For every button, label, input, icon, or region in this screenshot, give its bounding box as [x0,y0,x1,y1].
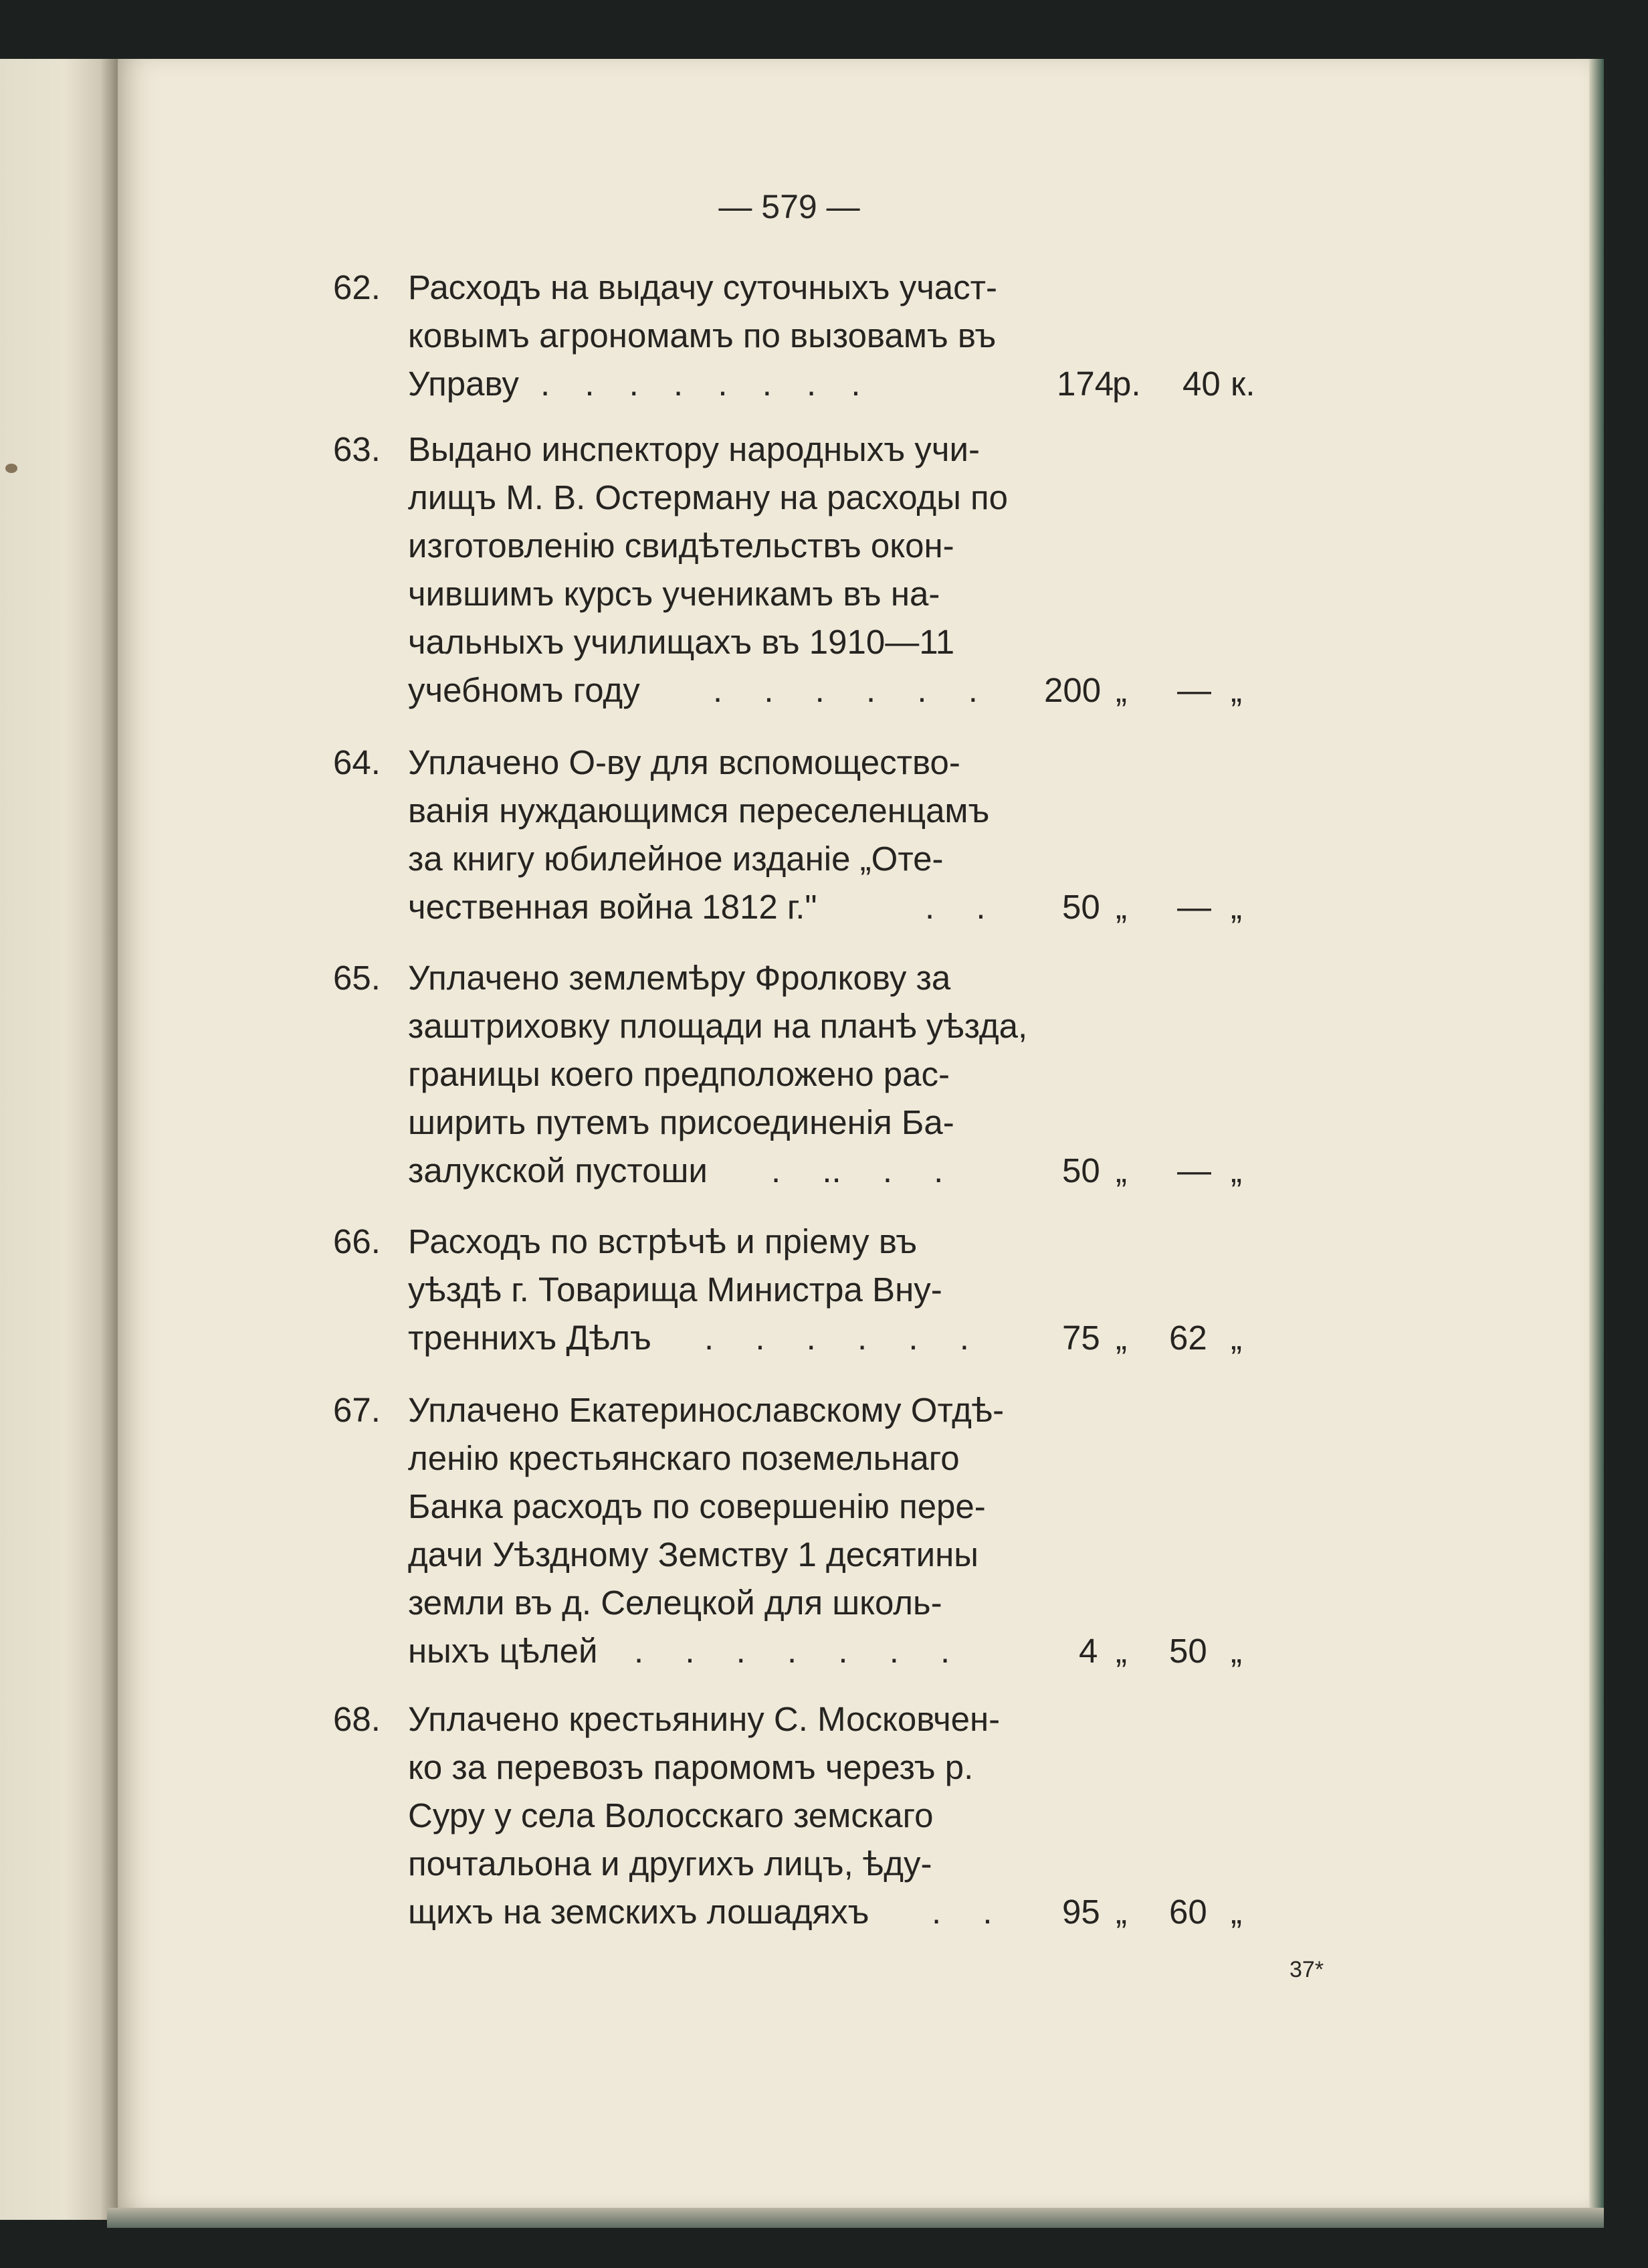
kopecks-unit: „ [1231,1319,1242,1357]
entry-text-line: Уплачено крестьянину С. Московчен- [408,1700,1001,1738]
entry-text-line: Расходъ по встрѣчѣ и пріему въ [408,1222,918,1260]
kopecks-unit: „ [1231,888,1242,926]
leader-dots: . . . . . . . . [540,365,861,403]
entry-text-line: уѣздѣ г. Товарища Министра Вну- [408,1270,942,1309]
entry-text-line: Банка расходъ по совершенію пере- [408,1487,986,1525]
page-right-edge [1589,59,1604,2220]
entry-text-line: Суру у села Волосскаго земскаго [408,1796,934,1834]
leader-dots: . . . . . . . [634,1632,950,1670]
amount-rubles: 4 [1079,1632,1098,1670]
entry-text-line: Уплачено О-ву для вспомощество- [408,743,960,781]
kopecks-unit: „ [1231,1151,1242,1190]
entry-text-line: ленію крестьянскаго поземельнаго [408,1439,960,1477]
rubles-unit: „ [1116,1319,1127,1357]
entry-text-line: ковымъ агрономамъ по вызовамъ въ [408,316,997,355]
entry-number: 67. [333,1391,381,1429]
entry-text-line: ширить путемъ присоединенія Ба- [408,1103,954,1141]
entry-text-line: границы коего предположено рас- [408,1055,950,1093]
entry-number: 65. [333,959,381,997]
leader-dots: . .. . . [771,1151,944,1190]
amount-kopecks: — [1177,1151,1211,1190]
amount-rubles: 75 [1062,1319,1100,1357]
leader-dots: . . [925,888,986,926]
rubles-unit: „ [1116,671,1127,709]
kopecks-unit: к. [1231,365,1255,403]
entry-text-line: заштриховку площади на планѣ уѣзда, [408,1007,1028,1045]
entry-text-line: лищъ М. В. Остерману на расходы по [408,478,1009,516]
entry-text-line: ко за перевозъ паромомъ черезъ р. [408,1748,974,1786]
amount-kopecks: 60 [1169,1893,1207,1931]
entry-text-line: треннихъ Дѣлъ [408,1319,651,1357]
entry-text-line: Расходъ на выдачу суточныхъ участ- [408,268,997,306]
page-number: — 579 — [718,188,860,225]
entry-text-line: за книгу юбилейное изданіе „Оте- [408,840,944,878]
entry-text-line: дачи Уѣздному Земству 1 десятины [408,1535,978,1574]
entry-text-line: Управу [408,365,519,403]
rubles-unit: „ [1116,1893,1127,1931]
entry-text-line: щихъ на земскихъ лошадяхъ [408,1893,869,1931]
amount-rubles: 95 [1062,1893,1100,1931]
entry-text-line: почтальона и другихъ лицъ, ѣду- [408,1845,932,1883]
entry-number: 64. [333,743,381,781]
amount-kopecks: 62 [1169,1319,1207,1357]
rubles-unit: р. [1112,365,1141,403]
entry-text-line: Уплачено Екатеринославскому Отдѣ- [408,1391,1005,1429]
entry-number: 68. [333,1700,381,1738]
leader-dots: . . . . . . [704,1319,969,1357]
entry-text-line: чальныхъ училищахъ въ 1910—11 [408,623,955,661]
entry-text-line: залукской пустоши [408,1151,708,1190]
page-bottom-edge [107,2208,1604,2228]
entry-text-line: чественная война 1812 г." [408,888,817,926]
ink-spot [5,464,17,473]
amount-rubles: 50 [1062,1151,1100,1190]
entry-number: 62. [333,268,381,306]
leader-dots: . . [932,1893,993,1931]
rubles-unit: „ [1116,888,1127,926]
entry-number: 66. [333,1222,381,1260]
entry-text-line: ныхъ цѣлей [408,1632,598,1670]
kopecks-unit: „ [1231,671,1242,709]
rubles-unit: „ [1116,1632,1127,1670]
entry-text-line: учебномъ году [408,671,640,709]
signature-mark: 37* [1290,1957,1324,1982]
amount-kopecks: — [1177,888,1211,926]
amount-rubles: 50 [1062,888,1100,926]
entry-number: 63. [333,430,381,468]
amount-rubles: 200 [1044,671,1102,709]
amount-kopecks: 50 [1169,1632,1207,1670]
amount-rubles: 174 [1057,365,1114,403]
amount-kopecks: 40 [1182,365,1221,403]
leader-dots: . . . . . . [713,671,978,709]
left-page-edge [0,59,118,2220]
amount-kopecks: — [1177,671,1211,709]
kopecks-unit: „ [1231,1893,1242,1931]
entry-text-line: чившимъ курсъ ученикамъ въ на- [408,575,940,613]
kopecks-unit: „ [1231,1632,1242,1670]
rubles-unit: „ [1116,1151,1127,1190]
entry-text-line: Выдано инспектору народныхъ учи- [408,430,980,468]
entry-text-line: изготовленію свидѣтельствъ окон- [408,527,954,565]
entry-text-line: Уплачено землемѣру Фролкову за [408,959,951,997]
entry-text-line: земли въ д. Селецкой для школь- [408,1584,942,1622]
entry-text-line: ванія нуждающимся переселенцамъ [408,791,990,830]
